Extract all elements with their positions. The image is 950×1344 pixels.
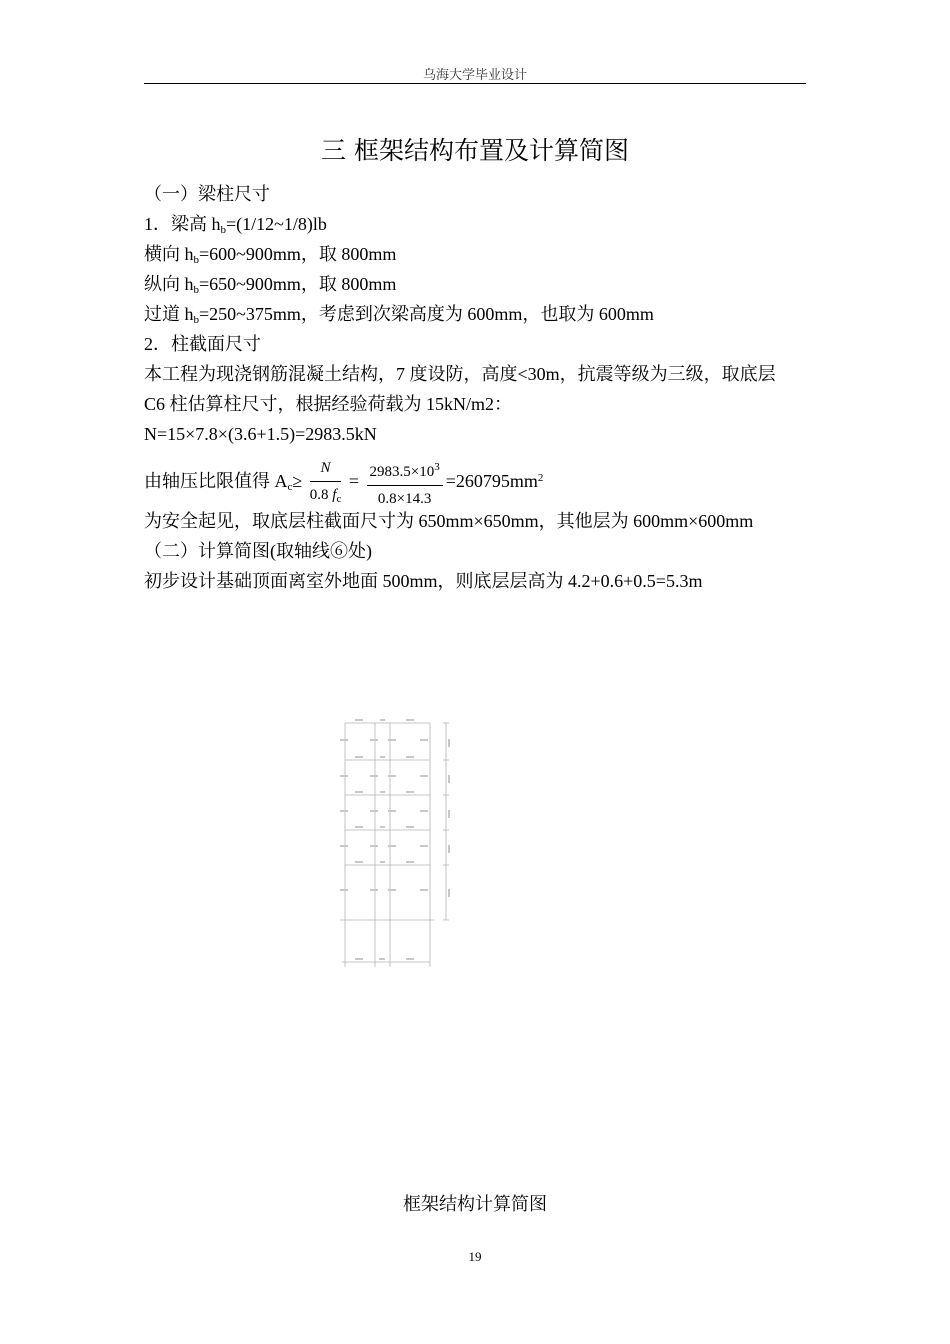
axial-ratio-equation: 由轴压比限值得 $A_c\ge$ $\frac{N}{0.8 f_c}$ = $\frac{2983.5\times 10^3}{0.8\times 14.3}$ $=260795mm^2$ — [144, 455, 543, 511]
fraction-n-over-fc: $\frac{N}{0.8 f_c}$ — [310, 456, 342, 511]
longitudinal-beam-line: 纵向 $h_b=650\sim 900mm$，取 800mm — [144, 274, 397, 296]
page-number: 19 — [468, 1249, 482, 1264]
corridor-beam-line: 过道 $h_b=250\sim 375mm$，考虑到次梁高度为 600mm，也取为 600mm — [144, 304, 654, 326]
paragraph-section-size: 为安全起见，取底层柱截面尺寸为 650mm×650mm，其他层为 600mm×600mm — [144, 511, 754, 531]
axial-force-formula: N=15×7.8×(3.6+1.5)=2983.5kN — [144, 424, 377, 444]
figure-caption: 框架结构计算简图 — [403, 1194, 547, 1214]
page-header-title: 乌海大学毕业设计 — [422, 67, 527, 82]
page-title: 三 框架结构布置及计算简图 — [321, 136, 629, 165]
transverse-beam-line: 横向 $h_b=600\sim 900mm$，取 800mm — [144, 244, 397, 266]
section-heading-beam-column: （一）梁柱尺寸 — [144, 184, 270, 204]
paragraph-ground-floor-height: 初步设计基础顶面离室外地面 500mm，则底层层高为 4.2+0.6+0.5=5.3m — [144, 571, 703, 591]
fraction-numeric: $\frac{2983.5\times 10^3}{0.8\times 14.3}$ — [367, 455, 443, 511]
beam-height-formula: 1．梁高 $h_b=(1/12\sim 1/8)lb$ — [144, 214, 327, 236]
section-heading-diagram: （二）计算简图(取轴线⑥处) — [144, 541, 372, 561]
column-section-heading: 2．柱截面尺寸 — [144, 334, 261, 354]
frame-structure-diagram — [330, 715, 460, 970]
paragraph-column-estimate: C6 柱估算柱尺寸，根据经验荷载为 15kN/m2： — [144, 394, 513, 414]
header-rule — [144, 83, 806, 84]
paragraph-project: 本工程为现浇钢筋混凝土结构，7 度设防，高度<30m，抗震等级为三级，取底层 — [144, 364, 776, 384]
